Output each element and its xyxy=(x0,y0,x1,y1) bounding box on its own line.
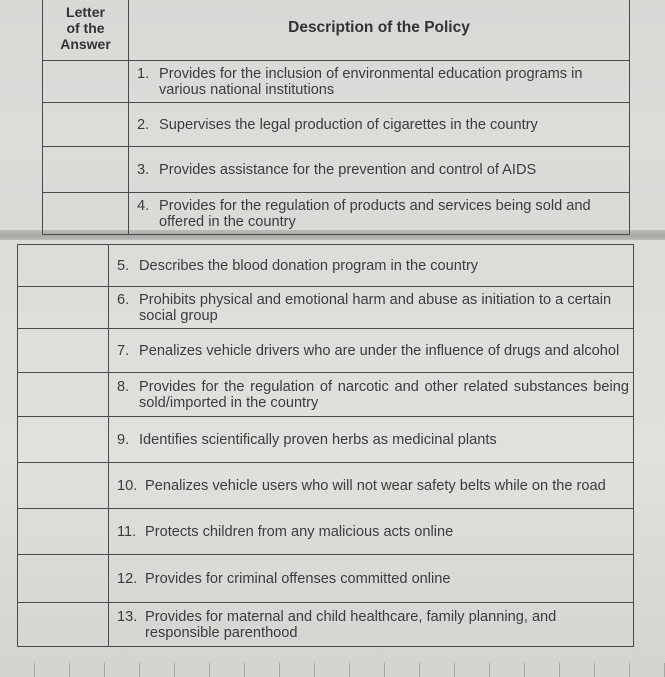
table-row xyxy=(18,329,634,373)
description-cell-6 xyxy=(109,287,634,329)
header-letter-line1: Letter xyxy=(66,3,105,20)
table-row xyxy=(43,103,630,147)
item-number: 11. xyxy=(117,523,137,540)
answer-cell-13[interactable] xyxy=(18,603,109,647)
item-number: 4. xyxy=(137,197,150,214)
answer-cell-3[interactable] xyxy=(43,147,129,193)
table-row xyxy=(43,147,630,193)
table-row xyxy=(18,509,634,555)
description-header: Description of the Policy xyxy=(129,0,630,61)
item-number: 1. xyxy=(137,65,150,82)
item-text: Describes the blood donation program in the country xyxy=(139,257,479,274)
item-text: Provides for maternal and child healthcare, family planning, and responsible parenthood xyxy=(145,608,557,641)
header-letter-line3: Answer xyxy=(60,35,111,52)
answer-cell-10[interactable] xyxy=(18,463,109,509)
description-cell-13 xyxy=(109,603,634,647)
item-number: 12. xyxy=(117,570,138,587)
item-text: Identifies scientifically proven herbs as medicinal plants xyxy=(139,431,497,448)
item-number: 10. xyxy=(117,477,138,494)
table-row xyxy=(18,417,634,463)
item-text: Supervises the legal production of cigarettes in the country xyxy=(159,116,538,133)
item-text: Protects children from any malicious acts online xyxy=(145,523,454,540)
description-cell-9 xyxy=(109,417,634,463)
answer-cell-8[interactable] xyxy=(18,373,109,417)
description-cell-11 xyxy=(109,509,634,555)
answer-cell-5[interactable] xyxy=(18,245,109,287)
answer-cell-6[interactable] xyxy=(18,287,109,329)
item-number: 8. xyxy=(117,378,130,395)
table-row xyxy=(43,61,630,103)
item-text: Provides assistance for the prevention and control of AIDS xyxy=(159,161,537,178)
item-number: 9. xyxy=(117,431,130,448)
item-number: 2. xyxy=(137,116,150,133)
description-cell-3 xyxy=(129,147,630,193)
item-text: Provides for the inclusion of environmental education programs in various national institutions xyxy=(159,65,583,98)
policy-table-part-2 xyxy=(17,244,634,647)
ruler-edge xyxy=(0,663,665,677)
table-row xyxy=(43,193,630,235)
item-text: Penalizes vehicle drivers who are under the influence of drugs and alcohol xyxy=(139,342,620,359)
policy-table-part-1 xyxy=(42,0,630,235)
letter-of-answer-header xyxy=(43,0,129,61)
table-row xyxy=(18,287,634,329)
item-number: 6. xyxy=(117,291,130,308)
description-cell-1 xyxy=(129,61,630,103)
header-letter-line2: of the xyxy=(66,19,105,36)
table-row xyxy=(18,603,634,647)
item-text: Provides for the regulation of products and services being sold and offered in the country xyxy=(159,197,591,230)
item-text: Provides for criminal offenses committed online xyxy=(145,570,451,587)
answer-cell-4[interactable] xyxy=(43,193,129,235)
item-number: 7. xyxy=(117,342,130,359)
answer-cell-7[interactable] xyxy=(18,329,109,373)
answer-cell-9[interactable] xyxy=(18,417,109,463)
answer-cell-11[interactable] xyxy=(18,509,109,555)
item-text: Provides for the regulation of narcotic and other related substances being sold/imported in the country xyxy=(139,378,629,411)
description-cell-10 xyxy=(109,463,634,509)
description-cell-12 xyxy=(109,555,634,603)
table-header-row xyxy=(43,0,630,61)
item-number: 5. xyxy=(117,257,130,274)
description-cell-7 xyxy=(109,329,634,373)
table-row xyxy=(18,245,634,287)
answer-cell-12[interactable] xyxy=(18,555,109,603)
answer-cell-2[interactable] xyxy=(43,103,129,147)
description-cell-8 xyxy=(109,373,634,417)
description-cell-2 xyxy=(129,103,630,147)
table-row xyxy=(18,373,634,417)
description-cell-4 xyxy=(129,193,630,235)
item-text: Prohibits physical and emotional harm and abuse as initiation to a certain social group xyxy=(139,291,612,324)
item-number: 3. xyxy=(137,161,150,178)
answer-cell-1[interactable] xyxy=(43,61,129,103)
description-cell-5 xyxy=(109,245,634,287)
table-row xyxy=(18,555,634,603)
table-row xyxy=(18,463,634,509)
item-text: Penalizes vehicle users who will not wear safety belts while on the road xyxy=(145,477,606,494)
item-number: 13. xyxy=(117,608,138,625)
